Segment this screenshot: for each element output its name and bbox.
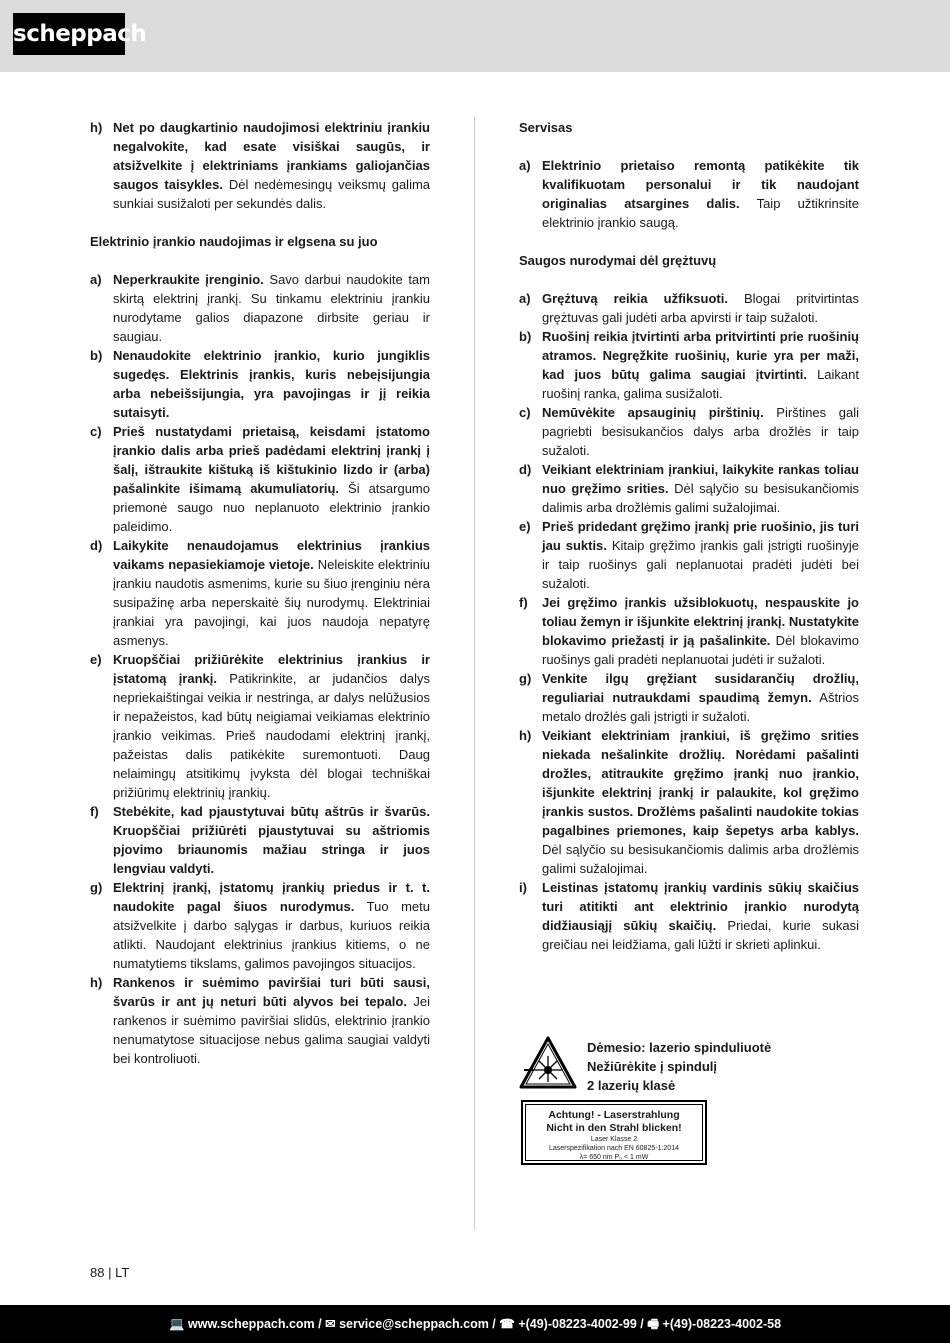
list-item: a) Elektrinio prietaiso remontą patikėkite tik kvalifikuotam personalui ir tik naudojant originalias atsargines dalis. Taip užtikrinsite elektrinio įrankio saugą. <box>519 158 860 230</box>
scheppach-logo: scheppach <box>13 13 125 55</box>
footer-fax: +(49)-08223-4002-58 <box>662 1317 782 1331</box>
left-column <box>90 118 430 1068</box>
list-item: d) Veikiant elektriniam įrankiui, laikykite rankas toliau nuo gręžimo srities. Dėl sąlyčio su besisukančiomis dalimis arba drožlėmis galimi sužalojimai. <box>519 462 859 515</box>
service-heading: Servisas <box>519 120 573 135</box>
left-item-list <box>90 270 430 1068</box>
phone-icon: ☎ <box>499 1317 515 1331</box>
footer-email: service@scheppach.com <box>339 1317 489 1331</box>
column-divider <box>474 117 475 1230</box>
list-item: e) Prieš pridedant gręžimo įrankį prie ruošinio, jis turi jau suktis. Kitaip gręžimo įrankis gali įstrigti ruošinyje ir taip ruošinys gali neplanuotai pradėti judėti bei sužaloti. <box>519 519 860 591</box>
list-item: h) Rankenos ir suėmimo paviršiai turi būti sausi, švarūs ir ant jų neturi būti alyvos bei tepalo. Jei rankenos ir suėmimo paviršiai slidūs, elektrinio įrankio nenumatytose situacijose nebus galima saugiai valdyti bei kontroliuoti. <box>90 975 431 1066</box>
section-heading: Elektrinio įrankio naudojimas ir elgsena su juo <box>90 234 378 249</box>
laser-warning-text: Dėmesio: lazerio spinduliuotė Nežiūrėkite į spindulį 2 lazerių klasė <box>587 1040 772 1093</box>
list-item: a) Grężtuvą reikia užfiksuoti. Blogai pritvirtintas grężtuvas gali judėti arba apvirsti ir taip sužaloti. <box>519 291 859 325</box>
list-item: d) Laikykite nenaudojamus elektrinius įrankius vaikams nepasiekiamoje vietoje. Neleiskite elektriniu įrankiu naudotis asmenims, kurie su šiuo įrenginiu nėra susipažinę arba neperskaitė šių nurodymų. Elektriniai įrankiai yra pavojingi, kai juos naudoja nepatyrę asmenys. <box>90 538 430 648</box>
list-item: b) Ruošinį reikia įtvirtinti arba pritvirtinti prie ruošinių atramos. Negręžkite ruošinių, kurie yra per maži, kad juos būtų galima saugiai įtvirtinti. Laikant ruošinį ranka, galima susižaloti. <box>519 329 859 401</box>
list-item: i) Leistinas įstatomų įrankių vardinis sūkių skaičius turi atitikti ant elektrinio įrankio nurodytą didžiausiąjį sūkių skaičių. Priedai, kurie sukasi greičiau nei leidžiama, gali lūžti ir skrieti aplinkui. <box>519 880 859 952</box>
right-item-list <box>519 289 859 954</box>
list-item: h) Net po daugkartinio naudojimosi elektriniu įrankiu negalvokite, kad esate visiškai saugūs, ir atsižvelkite į elektriniams įrankiams galiojančias saugos taisykles. Dėl nedėmesingų veiksmų galima sunkiai susižaloti per sekundės dalis. <box>90 120 431 211</box>
fax-icon: 🖷 <box>647 1317 660 1331</box>
laser-warning-icon <box>519 1036 577 1090</box>
list-item: e) Kruopščiai prižiūrėkite elektrinius įrankius ir įstatomą įrankį. Patikrinkite, ar judančios dalys nepriekaištingai veikia ir nestringa, ar dalys nelūžusios ir nepažeistos, kad būtų neigiamai veikiamas elektrinio įrankio veikimas. Prieš naudodami elektrinį įrankį, pažeistas dalis patikėkite suremontuoti. Daug nelaimingų atsitikimų įvyksta dėl blogai techniškai prižiūrimų elektrinių įrankių. <box>90 652 430 800</box>
footer-web: www.scheppach.com <box>188 1317 315 1331</box>
mail-icon: ✉ <box>325 1317 336 1331</box>
list-item: g) Elektrinį įrankį, įstatomų įrankių priedus ir t. t. naudokite pagal šiuos nurodymus. Tuo metu atsižvelkite į darbo sąlygas ir darbus, kuriuos reikia atlikti. Naudojant elektrinius įrankius kitiems, o ne numatytiems tikslams, galimos pavojingos situacijos. <box>90 880 430 971</box>
list-item: c) Nemūvėkite apsauginių pirštinių. Pirštines gali pagriebti besisukančios dalys arba drožlės ir taip sužaloti. <box>519 405 859 458</box>
list-item: c) Prieš nustatydami prietaisą, keisdami įstatomo įrankio dalis arba prieš padėdami elektrinį įrankį į šalį, ištraukite kištuką iš kištukinio lizdo ir (arba) pašalinkite išimamą akumuliatorių. Ši atsargumo priemonė saugo nuo neplanuoto elektrinio įrankio paleidimo. <box>90 424 430 534</box>
list-item: b) Nenaudokite elektrinio įrankio, kurio jungiklis sugedęs. Elektrinis įrankis, kuris nebeįsijungia arba nebeišsijungia, yra pavojingas ir jį reikia sutaisyti. <box>90 348 430 420</box>
drill-safety-heading: Saugos nurodymai dėl grężtuvų <box>519 253 717 268</box>
footer-bar: 💻 www.scheppach.com / ✉ service@scheppach.com / ☎ +(49)-08223-4002-99 / 🖷 +(49)-08223-4002-58 <box>0 1305 950 1343</box>
list-item: h) Veikiant elektriniam įrankiui, iš gręžimo srities niekada nešalinkite drožlių. Norėdami pašalinti drožles, atitraukite gręžimo įrankį nuo įrankio, išjunkite elektrinį įrankį ir palaukite, kol gręžimo įrankis sustos. Drožlėms pašalinti naudokite tokias pagalbines priemones, kaip šepetys arba kablys. Dėl sąlyčio su besisukančiomis dalimis arba drožlėmis galimi sužalojimai. <box>519 728 859 876</box>
list-item: f) Stebėkite, kad pjaustytuvai būtų aštrūs ir švarūs. Kruopščiai prižiūrėti pjaustytuvai su aštriomis pjovimo briaunomis mažiau stringa ir juos lengviau valdyti. <box>90 804 430 876</box>
right-column <box>519 118 859 954</box>
computer-icon: 💻 <box>168 1317 185 1331</box>
list-item: g) Venkite ilgų gręžiant susidarančių drožlių, reguliariai nutraukdami spaudimą žemyn. Aštrios metalo drožlės gali įstrigti ir sužaloti. <box>519 671 859 724</box>
laser-class-label: Achtung! - Laserstrahlung Nicht in den Strahl blicken! Laser Klasse 2 Laserspezifikation nach EN 60825-1:2014 λ= 650 nm P₀ < 1 mW <box>521 1100 707 1165</box>
footer-phone: +(49)-08223-4002-99 <box>518 1317 637 1331</box>
list-item: f) Jei gręžimo įrankis užsiblokuotų, nespauskite jo toliau žemyn ir išjunkite elektrinį įrankį. Nustatykite blokavimo priežastį ir ją pašalinkite. Dėl blokavimo ruošinys gali pradėti neplanuotai judėti ir sužaloti. <box>519 595 859 667</box>
page-number: 88 | LT <box>90 1265 130 1280</box>
list-item: a) Neperkraukite įrenginio. Savo darbui naudokite tam skirtą elektrinį įrankį. Su tinkamu elektriniu įrankiu nurodytame galios diapazone dirbsite geriau ir saugiau. <box>90 272 430 344</box>
top-bar <box>0 0 950 72</box>
